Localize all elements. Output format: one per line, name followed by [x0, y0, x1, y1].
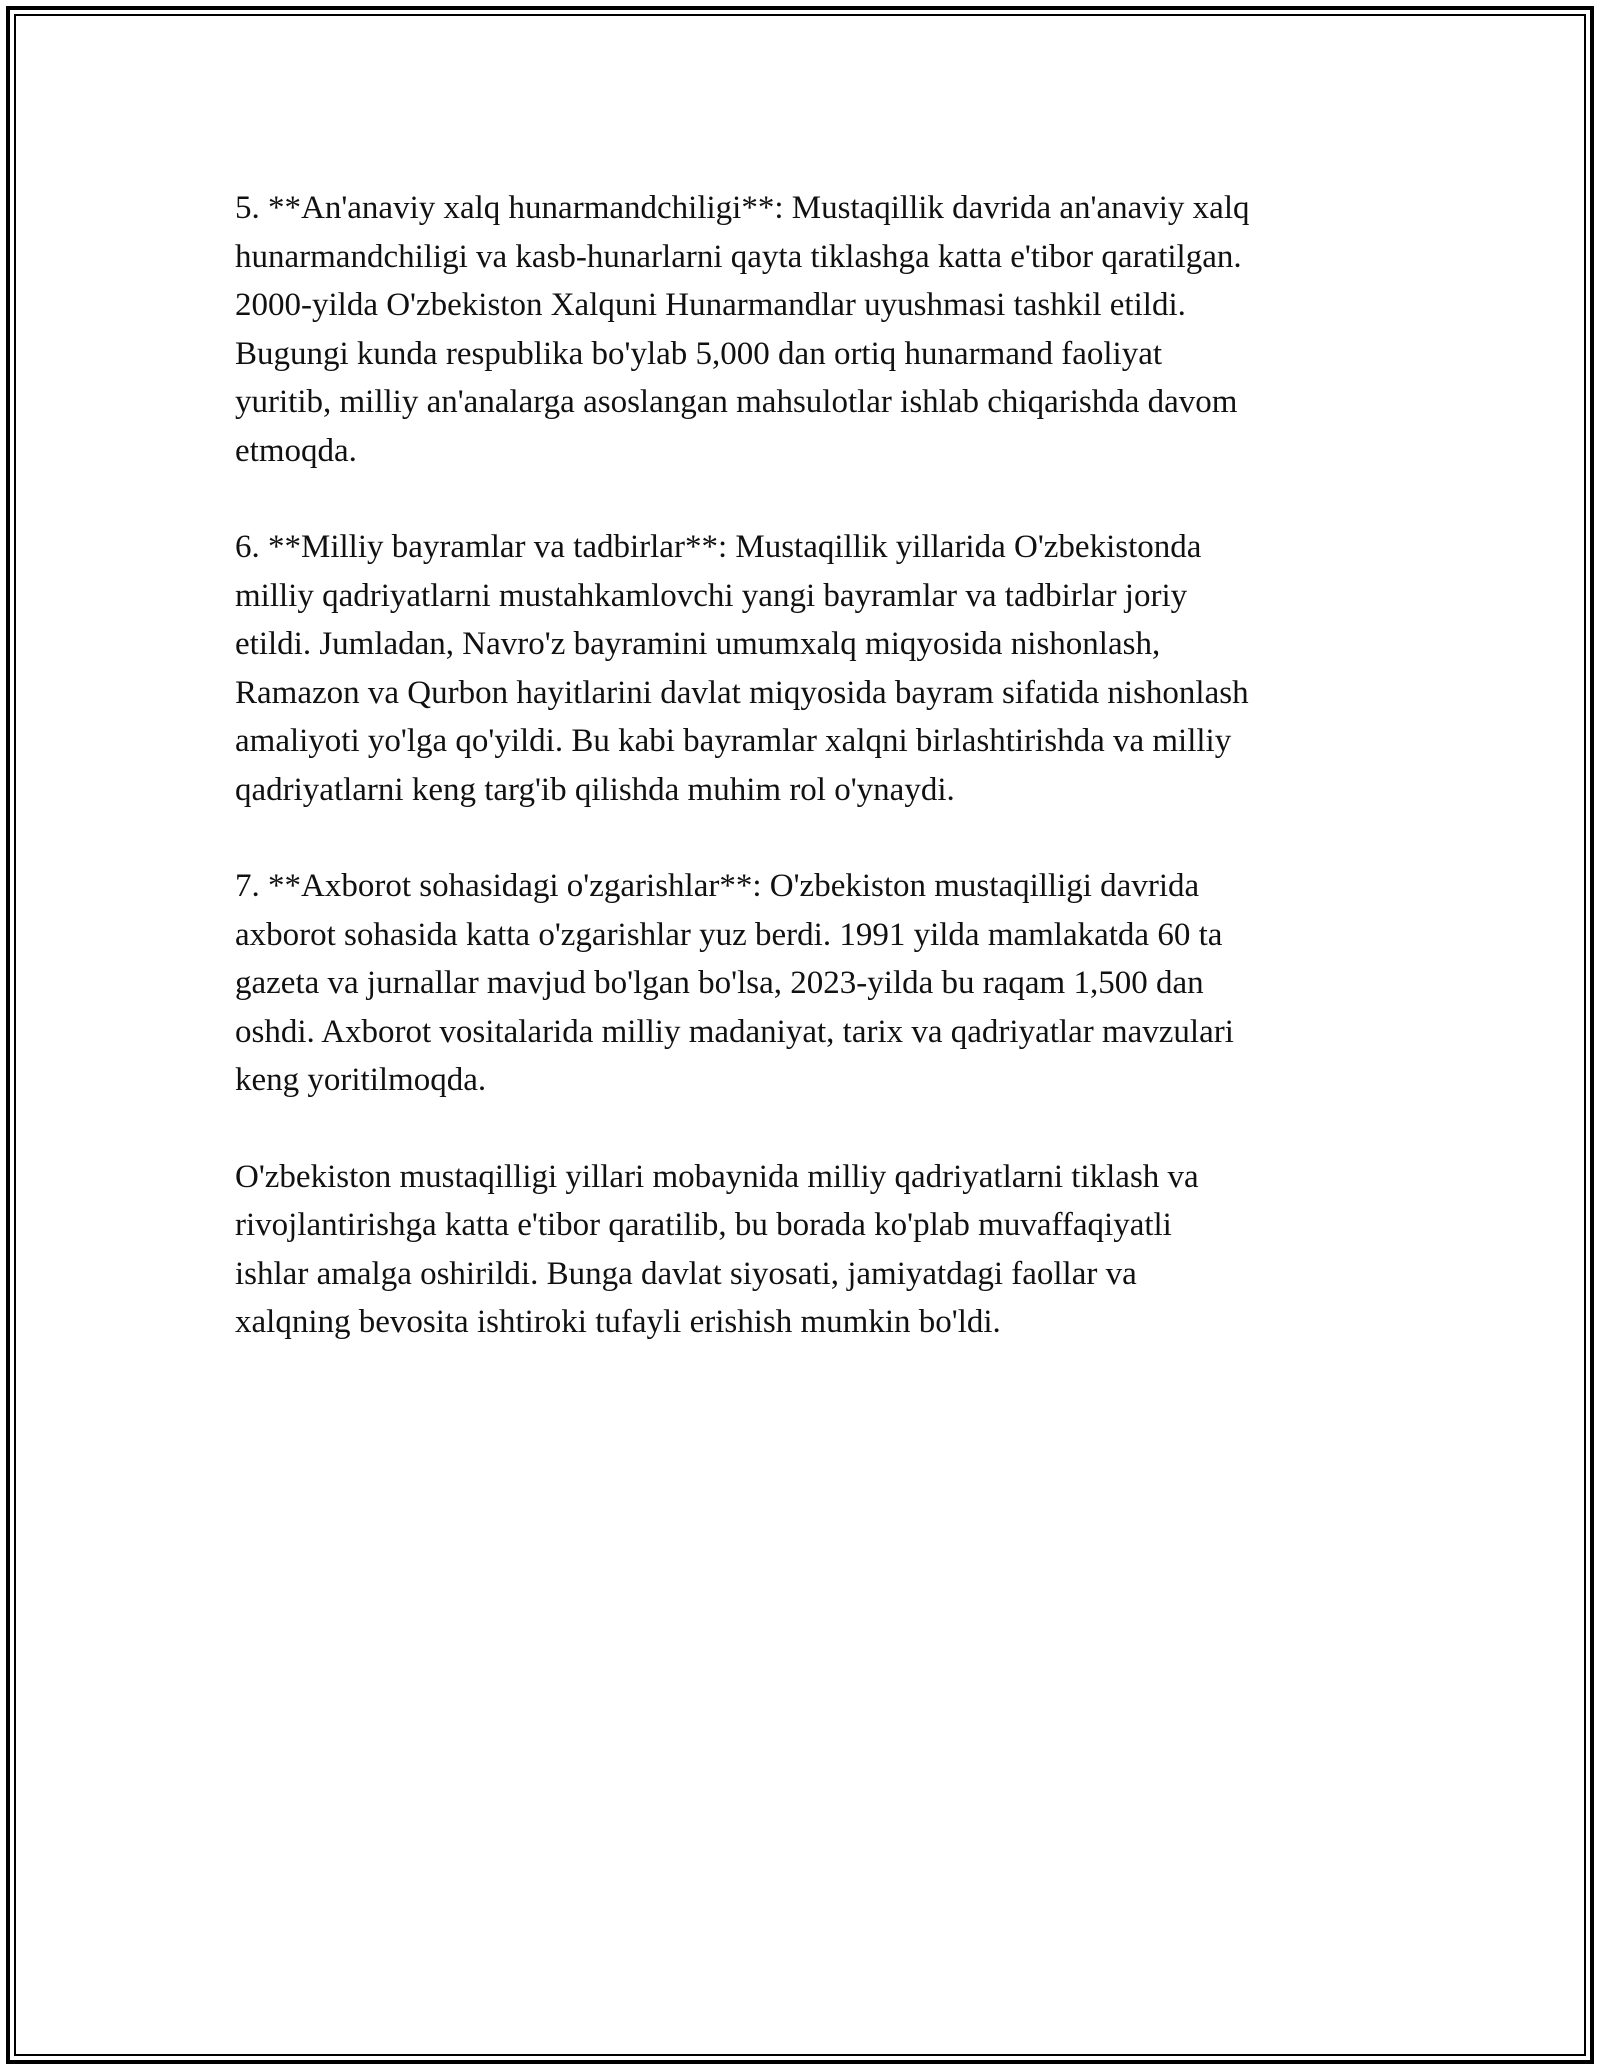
paragraph-handicrafts: 5. **An'anaviy xalq hunarmandchiligi**: Mustaqillik davrida an'anaviy xalq hunarmandchiligi va kasb-hunarlarni qayta tiklashga katta e'tibor qaratilgan. 2000-yilda O'zbekiston Xalquni Hunarmandlar uyushmasi tashkil etildi. Bugungi kunda respublika bo'ylab 5,000 dan ortiq hunarmand faoliyat yuritib, milliy an'analarga asoslangan mahsulotlar ishlab chiqarishda davom etmoqda.	[235, 190, 1250, 469]
paragraph-conclusion: O'zbekiston mustaqilligi yillari mobaynida milliy qadriyatlarni tiklash va rivojlantirishga katta e'tibor qaratilib, bu borada ko'plab muvaffaqiyatli ishlar amalga oshirildi. Bunga davlat siyosati, jamiyatdagi faollar va xalqning bevosita ishtiroki tufayli erishish mumkin bo'ldi.	[235, 1158, 1199, 1340]
paragraph-information-sphere: 7. **Axborot sohasidagi o'zgarishlar**: O'zbekiston mustaqilligi davrida axborot sohasida katta o'zgarishlar yuz berdi. 1991 yilda mamlakatda 60 ta gazeta va jurnallar mavjud bo'lgan bo'lsa, 2023-yilda bu raqam 1,500 dan oshdi. Axborot vositalarida milliy madaniyat, tarix va qadriyatlar mavzulari keng yoritilmoqda.	[235, 868, 1234, 1098]
paragraph-national-holidays: 6. **Milliy bayramlar va tadbirlar**: Mustaqillik yillarida O'zbekistonda milliy qadriyatlarni mustahkamlovchi yangi bayramlar va tadbirlar joriy etildi. Jumladan, Navro'z bayramini umumxalq miqyosida nishonlash, Ramazon va Qurbon hayitlarini davlat miqyosida bayram sifatida nishonlash amaliyoti yo'lga qo'yildi. Bu kabi bayramlar xalqni birlashtirishda va milliy qadriyatlarni keng targ'ib qilishda muhim rol o'ynaydi.	[235, 529, 1249, 808]
document-body	[235, 184, 1380, 1395]
